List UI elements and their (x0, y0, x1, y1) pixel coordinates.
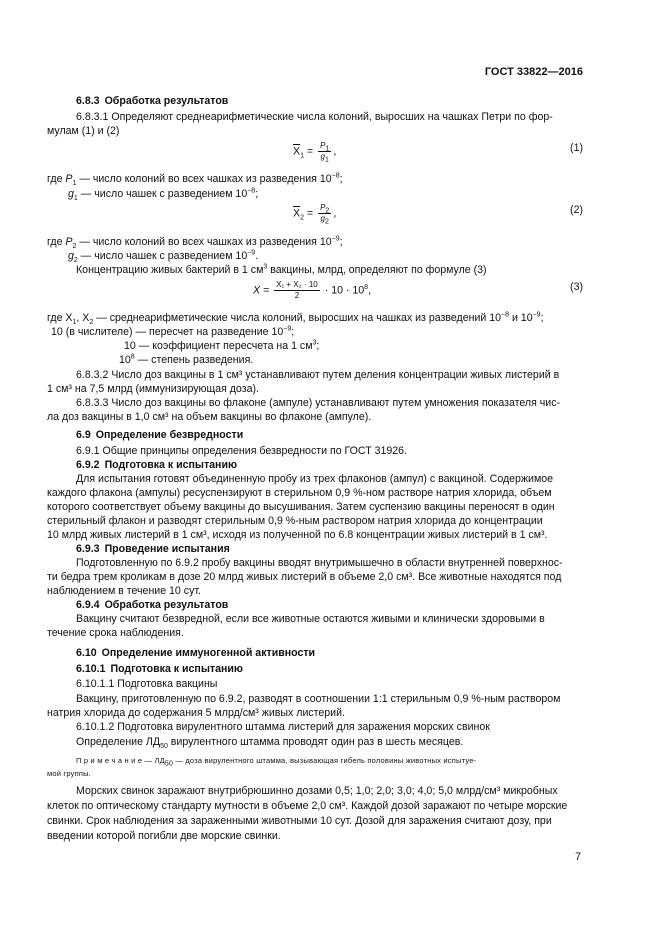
paragraph-line: мулам (1) и (2) (47, 125, 120, 137)
section-6-10-1-heading (76, 662, 243, 676)
section-title: Определение иммуногенной активности (101, 647, 316, 659)
eq1-lhs: $\overline{X}$ (293, 145, 301, 158)
eq2-lhs: $\overline{X}$ (293, 207, 301, 220)
eq3-fraction (274, 280, 320, 301)
paragraph-line: которого соответствует объему вакцины до высушивания. Затем суспензию вакцины переносят в один (47, 501, 555, 513)
definition-x: где $X_1$, $X_2$ — среднеарифметические числа колоний, выросших на чашках из разведений $10^{-8}$ и $10^{-9}$; (47, 311, 544, 327)
paragraph-line: 10 млрд живых листерий в 1 см³, исходя из полученной по 6.8 концентрации живых листерий в 1 см³. (47, 529, 548, 541)
definition-p1: где $P_1$ — число колоний во всех чашках из разведения $10^{-8}$; (47, 172, 343, 188)
equation-2: $\overline{X}_2$ = $\frac{P_2}{g_2}$ , (293, 203, 337, 226)
page-number: 7 (575, 851, 581, 863)
document-header: ГОСТ 33822—2016 (484, 66, 583, 78)
note-line: мой группы. (47, 769, 91, 778)
paragraph-line: 6.10.1.1 Подготовка вакцины (76, 678, 218, 690)
section-title: Подготовка к испытанию (110, 663, 243, 675)
definition-ten-coefficient: 10 — коэффициент пересчета на 1 $см^3$; (124, 339, 320, 352)
section-number: 6.9.3 (76, 543, 100, 555)
section-number: 6.9 (76, 429, 91, 441)
section-6-9-2-heading (76, 458, 237, 472)
paragraph-line: клеток по оптическому стандарту мутности в объеме 2,0 см³. Каждой дозой заражают по четыре морские (47, 800, 568, 812)
eq3-numerator: X₁ + X₂ · 10 (276, 280, 318, 289)
eq2-num-sub: 2 (325, 207, 330, 215)
section-6-9-4-heading (76, 598, 228, 612)
paragraph-line: введении которой погибли две морские свинки. (47, 830, 281, 842)
paragraph-line: натрия хлорида до содержания 5 млрд/см³ живых листерий. (47, 707, 345, 719)
paragraph-line: наблюдением в течение 10 сут. (47, 585, 201, 597)
eq3-lhs: X = (253, 284, 270, 297)
paragraph-line: Вакцину считают безвредной, если все животные остаются живыми и клинически здоровыми в (76, 613, 545, 625)
equation-1-number: (1) (570, 142, 583, 154)
equation-1: $\overline{X}_1$ = $\frac{P_1}{g_1}$ , (293, 141, 337, 164)
section-6-10-heading (76, 646, 315, 660)
eq2-denominator: g (320, 214, 325, 223)
definition-ten8: $10^8$ — степень разведения. (119, 353, 254, 366)
definition-p2: где $P_2$ — число колоний во всех чашках из разведения $10^{-9}$; (47, 235, 343, 251)
eq1-lhs-sub: 1 (300, 152, 304, 160)
section-title: Определение безвредности (95, 429, 244, 441)
equation-3: X = $\frac{\text{X₁ + X₂ · 10}}{2}$ · $10 \cdot 10^8$, (253, 280, 372, 300)
eq1-numerator: P (320, 141, 326, 150)
eq3-denominator: 2 (294, 291, 300, 300)
section-number: 6.9.2 (76, 459, 100, 471)
eq1-den-sub: 1 (324, 156, 329, 164)
paragraph-line: 6.8.3.2 Число доз вакцины в 1 см³ устанавливают путем деления концентрации живых листерий в (76, 369, 560, 381)
paragraph-line: Морских свинок заражают внутрибрюшинно дозами 0,5; 1,0; 2,0; 3,0; 4,0; 5,0 млрд/см³ микробных (76, 785, 558, 797)
eq3-rhs: · 10 · 10 (324, 284, 365, 297)
paragraph-line: Определение $ЛД_{50}$ вирулентного штамма проводят один раз в шесть месяцев. (76, 736, 464, 751)
paragraph-line: Подготовленную по 6.9.2 пробу вакцины вводят внутримышечно в области внутренней поверхнос- (76, 557, 563, 569)
section-title: Подготовка к испытанию (104, 459, 238, 471)
section-title: Проведение испытания (104, 543, 230, 555)
paragraph-line: ла доз вакцины в 1,0 см³ на объем вакцины во флаконе (ампуле). (47, 411, 372, 423)
eq1-fraction (318, 141, 331, 162)
section-6-9-heading (76, 428, 243, 442)
eq2-fraction (318, 203, 331, 224)
paragraph-line: каждого флакона (ампулы) ресуспензируют в стерильном 0,9 %-ном растворе натрия хлорида, объем (47, 487, 552, 499)
paragraph-line: 6.8.3.1 Определяют среднеарифметические числа колоний, выросших на чашках Петри по фор- (76, 111, 553, 123)
eq3-exp: 8 (364, 283, 369, 291)
definition-ten-numerator: 10 (в числителе) — пересчет на разведение $10^{-9}$; (51, 325, 295, 338)
eq2-den-sub: 2 (324, 218, 329, 226)
eq2-lhs-sub: 2 (300, 214, 304, 222)
section-number: 6.8.3 (76, 95, 100, 107)
equation-2-number: (2) (570, 204, 583, 216)
section-number: 6.10.1 (76, 663, 106, 675)
paragraph-line: 6.10.1.2 Подготовка вирулентного штамма листерий для заражения морских свинок (76, 721, 490, 733)
definition-g2: $g_2$ — число чашек с разведением $10^{-9}$. (68, 249, 259, 265)
section-title: Обработка результатов (104, 95, 229, 107)
note-line: П р и м е ч а н и е — $ЛД_{50}$ — доза вирулентного штамма, вызывающая гибель половины животных испытуе- (76, 756, 477, 768)
paragraph-line: течение срока наблюдения. (47, 627, 184, 639)
paragraph-line: Вакцину, приготовленную по 6.9.2, разводят в соотношении 1:1 стерильным 0,9 %-ным раствором (76, 693, 561, 705)
paragraph-line: 6.9.1 Общие принципы определения безвредности по ГОСТ 31926. (76, 445, 408, 457)
section-6-8-3-heading (76, 94, 228, 108)
concentration-intro: Концентрацию живых бактерий в 1 $см^3$ вакцины, млрд, определяют по формуле (3) (76, 263, 487, 276)
section-number: 6.10 (76, 647, 97, 659)
paragraph-line: Для испытания готовят объединенную пробу из трех флаконов (ампул) с вакциной. Содержимое (76, 473, 554, 485)
paragraph-line: ти бедра трем кроликам в дозе 20 млрд живых листерий в объеме 2,0 см³. Все животные находятся под (47, 571, 562, 583)
paragraph-line: 1 см³ на 7,5 млрд (иммунизирующая доза). (47, 383, 259, 395)
eq1-denominator: g (320, 152, 325, 161)
section-number: 6.9.4 (76, 599, 100, 611)
paragraph-line: стерильный флакон и разводят стерильным 0,9 %-ным раствором натрия хлорида до концентрации (47, 515, 543, 527)
eq2-numerator: P (320, 203, 326, 212)
section-6-9-3-heading (76, 542, 230, 556)
paragraph-line: 6.8.3.3 Число доз вакцины во флаконе (ампуле) устанавливают путем умножения показателя чис- (76, 397, 561, 409)
equation-3-number: (3) (570, 281, 583, 293)
section-title: Обработка результатов (104, 599, 229, 611)
definition-g1: $g_1$ — число чашек с разведением $10^{-8}$; (68, 187, 259, 203)
paragraph-line: свинки. Срок наблюдения за зараженными животными 10 сут. Дозой для заражения считают дозу, при (47, 815, 552, 827)
eq1-num-sub: 1 (325, 145, 330, 153)
